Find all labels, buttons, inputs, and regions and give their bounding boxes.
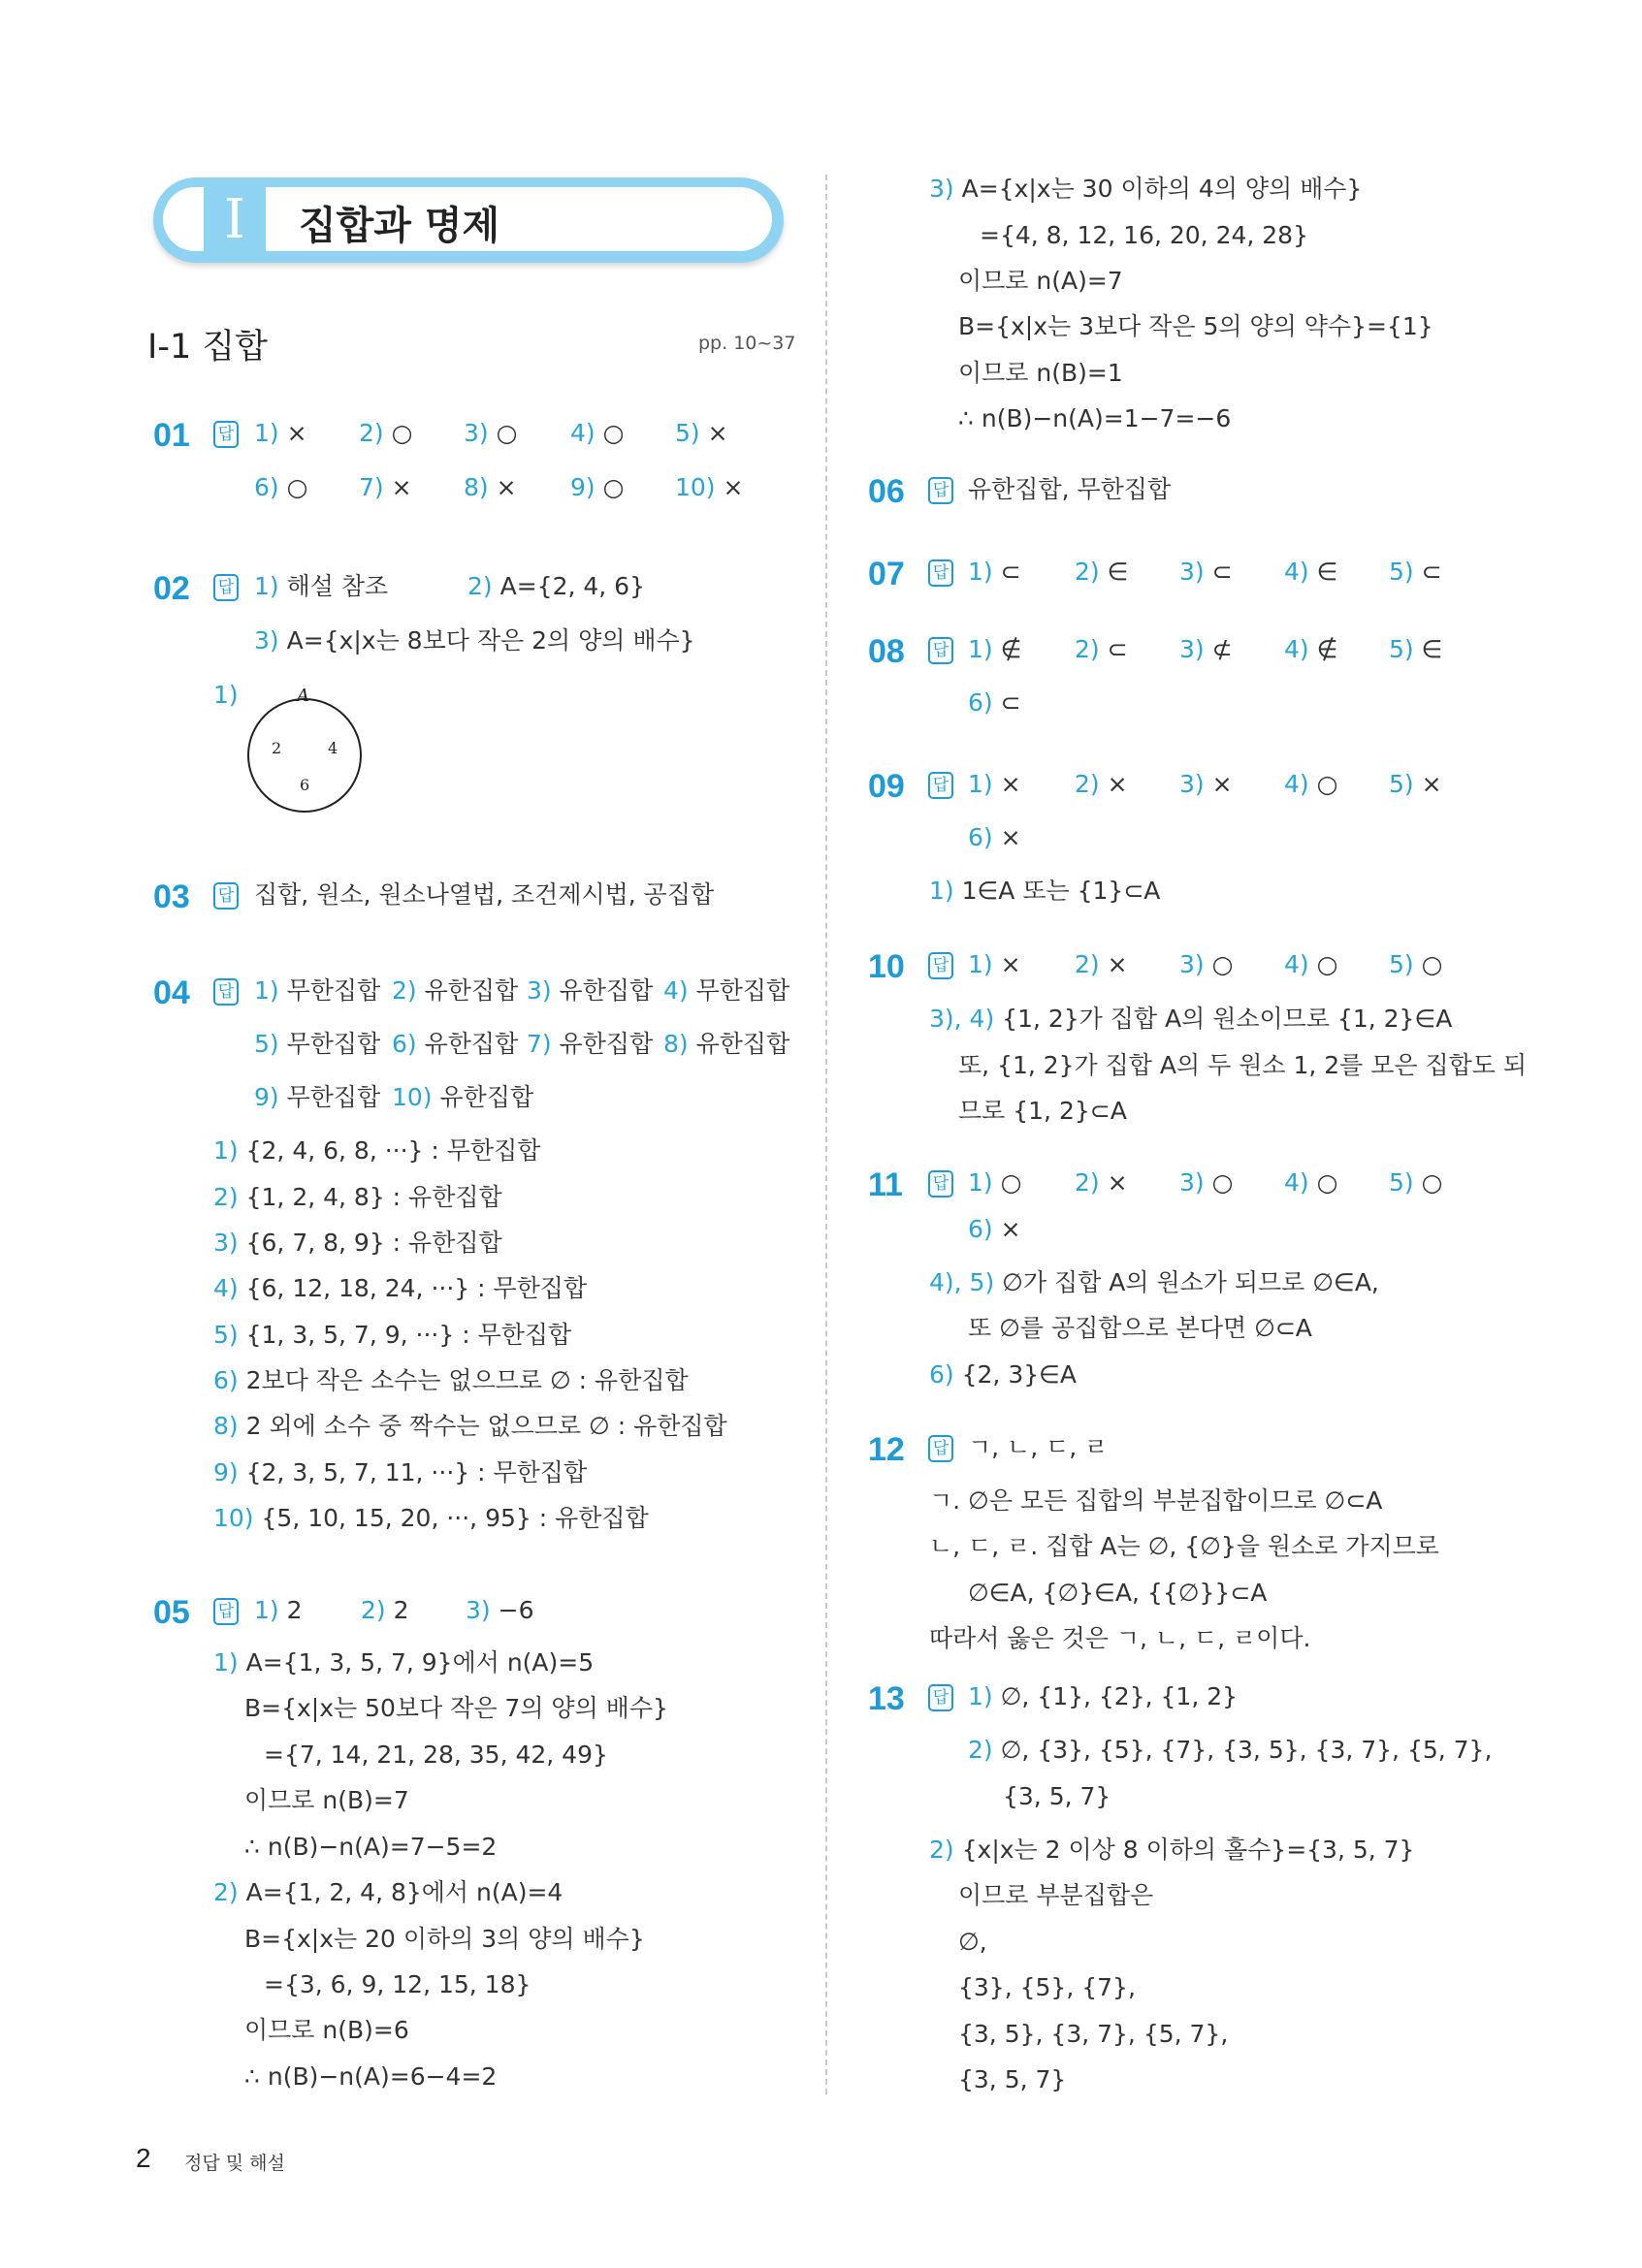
- question-number: 06: [868, 473, 905, 510]
- question-number: 08: [868, 633, 905, 670]
- explanation-line: 이므로 n(B)=7: [244, 1786, 409, 1814]
- answer-item: 6) 유한집합: [392, 1030, 519, 1058]
- answer-item: 8) ×: [464, 473, 517, 501]
- question-number: 10: [868, 948, 905, 985]
- answer-badge: 답: [928, 1170, 953, 1198]
- answer-text: ㄱ, ㄴ, ㄷ, ㄹ: [968, 1433, 1109, 1461]
- answer-item: 1) 2: [254, 1596, 303, 1624]
- answer-item: 7) ×: [359, 473, 412, 501]
- explanation-line: 4), 5) ∅가 집합 A의 원소가 되므로 ∅∈A,: [929, 1268, 1379, 1296]
- explanation-line: ={4, 8, 12, 16, 20, 24, 28}: [980, 221, 1308, 249]
- explanation-line: ∅,: [958, 1928, 987, 1956]
- answer-item: 1) ×: [254, 419, 307, 447]
- question-number: 11: [868, 1166, 903, 1203]
- footer-label: 정답 및 해설: [184, 2153, 285, 2174]
- page-number: 2: [136, 2143, 151, 2173]
- answer-item: 10) ×: [675, 473, 744, 501]
- question-number: 13: [868, 1680, 905, 1717]
- explanation-line: 6) {2, 3}∈A: [929, 1360, 1078, 1389]
- explanation-line: B={x|x는 3보다 작은 5의 양의 약수}={1}: [958, 312, 1433, 340]
- answer-item: 6) ○: [254, 473, 308, 501]
- answer-item: 3) 유한집합: [527, 976, 654, 1005]
- answer-item: 1) ⊂: [968, 558, 1021, 586]
- answer-item: 5) ⊂: [1389, 558, 1442, 586]
- diagram-label: 1): [213, 681, 239, 709]
- answer-item: 5) ∈: [1389, 635, 1443, 663]
- explanation-line: 1) 1∈A 또는 {1}⊂A: [929, 877, 1161, 905]
- explanation-line: 9) {2, 3, 5, 7, 11, ···} : 무한집합: [213, 1458, 588, 1486]
- answer-item: 6) ⊂: [968, 688, 1021, 717]
- answer-item: 9) ○: [570, 473, 625, 501]
- answer-item: 1) ×: [968, 950, 1021, 978]
- answer-badge: 답: [213, 978, 239, 1006]
- section-title: Ⅰ-1 집합: [147, 328, 268, 367]
- answer-item: 3) ⊄: [1179, 635, 1233, 663]
- answer-badge: 답: [928, 1435, 953, 1462]
- explanation-line: 5) {1, 3, 5, 7, 9, ···} : 무한집합: [213, 1321, 572, 1349]
- column-divider: [825, 175, 827, 2094]
- question-number: 07: [868, 556, 905, 592]
- venn-element: 4: [328, 739, 338, 757]
- explanation-line: 이므로 n(B)=1: [958, 359, 1123, 387]
- explanation-line: 8) 2 외에 소수 중 짝수는 없으므로 ∅ : 유한집합: [213, 1412, 727, 1440]
- answer-item: 3) −6: [466, 1596, 534, 1624]
- explanation-line: B={x|x는 50보다 작은 7의 양의 배수}: [244, 1694, 668, 1722]
- question-number: 03: [153, 878, 190, 915]
- answer-item: 4) ○: [570, 419, 625, 447]
- answer-item: 8) 유한집합: [663, 1030, 790, 1058]
- explanation-line: 1) A={1, 3, 5, 7, 9}에서 n(A)=5: [213, 1648, 595, 1677]
- answer-item: 9) 무한집합: [254, 1083, 381, 1111]
- answer-item: 4) ∈: [1284, 558, 1338, 586]
- explanation-line: 1) {2, 4, 6, 8, ···} : 무한집합: [213, 1136, 541, 1165]
- explanation-line: 이므로 n(B)=6: [244, 2016, 409, 2044]
- answer-badge: 답: [928, 637, 953, 664]
- explanation-line: ㄱ. ∅은 모든 집합의 부분집합이므로 ∅⊂A: [929, 1486, 1383, 1515]
- explanation-line: B={x|x는 20 이하의 3의 양의 배수}: [244, 1925, 645, 1953]
- answer-item: 5) ×: [675, 419, 728, 447]
- answer-badge: 답: [213, 1598, 239, 1625]
- answer-item: 2) 유한집합: [392, 976, 519, 1005]
- answer-badge: 답: [928, 1684, 953, 1711]
- question-number: 01: [153, 417, 190, 454]
- answer-item: 2) ×: [1075, 770, 1128, 798]
- explanation-line: 3), 4) {1, 2}가 집합 A의 원소이므로 {1, 2}∈A: [929, 1005, 1453, 1033]
- answer-item: 2) ×: [1075, 950, 1128, 978]
- answer-item: 3) ⊂: [1179, 558, 1233, 586]
- answer-item: 1) ×: [968, 770, 1021, 798]
- venn-diagram: [242, 684, 369, 819]
- answer-item: 3) ×: [1179, 770, 1233, 798]
- explanation-line: 또, {1, 2}가 집합 A의 두 원소 1, 2를 모은 집합도 되: [958, 1051, 1528, 1079]
- answer-item: 4) ∉: [1284, 635, 1338, 663]
- explanation-line: 2) A={1, 2, 4, 8}에서 n(A)=4: [213, 1878, 563, 1906]
- explanation-line: {3, 5}, {3, 7}, {5, 7},: [958, 2020, 1229, 2048]
- answer-item: 2) ○: [359, 419, 413, 447]
- explanation-line: ∴ n(B)−n(A)=7−5=2: [244, 1833, 498, 1861]
- explanation-line: 3) {6, 7, 8, 9} : 유한집합: [213, 1229, 502, 1257]
- answer-badge: 답: [213, 421, 239, 448]
- explanation-line: 또 ∅를 공집합으로 본다면 ∅⊂A: [968, 1314, 1312, 1342]
- question-number: 02: [153, 570, 190, 607]
- answer-item: 10) 유한집합: [392, 1083, 534, 1111]
- answer-item: 3) ○: [1179, 1168, 1234, 1197]
- explanation-line: 4) {6, 12, 18, 24, ···} : 무한집합: [213, 1274, 588, 1302]
- answer-item: 5) ○: [1389, 950, 1443, 978]
- venn-element: 6: [300, 776, 310, 794]
- answer-item: 1) ○: [968, 1168, 1022, 1197]
- answer-item: 5) ○: [1389, 1168, 1443, 1197]
- question-number: 12: [868, 1431, 905, 1468]
- explanation-line: 므로 {1, 2}⊂A: [958, 1097, 1127, 1125]
- explanation-line: 6) 2보다 작은 소수는 없으므로 ∅ : 유한집합: [213, 1366, 689, 1394]
- answer-item: 5) ×: [1389, 770, 1442, 798]
- chapter-banner: [153, 177, 784, 263]
- explanation-line: {3, 5, 7}: [958, 2065, 1067, 2093]
- answer-item: 2) ∅, {3}, {5}, {7}, {3, 5}, {3, 7}, {5, 7},: [968, 1736, 1493, 1764]
- explanation-line: {3}, {5}, {7},: [958, 1973, 1136, 2001]
- explanation-line: 2) {x|x는 2 이상 8 이하의 홀수}={3, 5, 7}: [929, 1836, 1415, 1864]
- answer-item: 3) A={x|x는 8보다 작은 2의 양의 배수}: [254, 626, 695, 655]
- answer-badge: 답: [928, 952, 953, 979]
- answer-badge: 답: [928, 559, 953, 587]
- explanation-line: ={7, 14, 21, 28, 35, 42, 49}: [264, 1741, 608, 1769]
- answer-badge: 답: [928, 772, 953, 799]
- answer-badge: 답: [213, 882, 239, 910]
- answer-badge: 답: [928, 477, 953, 504]
- explanation-line: ={3, 6, 9, 12, 15, 18}: [264, 1970, 531, 1998]
- explanation-line: ∴ n(B)−n(A)=1−7=−6: [958, 404, 1232, 432]
- answer-item: 1) ∉: [968, 635, 1022, 663]
- answer-item: 2) ⊂: [1075, 635, 1128, 663]
- answer-item: 6) ×: [968, 823, 1021, 851]
- question-number: 05: [153, 1594, 190, 1631]
- explanation-line: ∴ n(B)−n(A)=6−4=2: [244, 2062, 498, 2091]
- section-pages: pp. 10~37: [698, 333, 796, 354]
- answer-item: {3, 5, 7}: [1003, 1782, 1111, 1810]
- explanation-line: 따라서 옳은 것은 ㄱ, ㄴ, ㄷ, ㄹ이다.: [929, 1624, 1311, 1652]
- explanation-line: 10) {5, 10, 15, 20, ···, 95} : 유한집합: [213, 1504, 649, 1532]
- answer-item: 5) 무한집합: [254, 1030, 381, 1058]
- answer-item: 4) ○: [1284, 770, 1338, 798]
- explanation-line: 이므로 n(A)=7: [958, 267, 1123, 295]
- answer-item: 6) ×: [968, 1215, 1021, 1243]
- question-number: 09: [868, 768, 905, 805]
- venn-set-label: A: [297, 686, 309, 706]
- explanation-line: 2) {1, 2, 4, 8} : 유한집합: [213, 1183, 502, 1211]
- explanation-line: ∅∈A, {∅}∈A, {{∅}}⊂A: [968, 1579, 1268, 1607]
- answer-item: 2) A={2, 4, 6}: [467, 572, 645, 600]
- answer-item: 2) ×: [1075, 1168, 1128, 1197]
- venn-element: 2: [272, 739, 282, 757]
- answer-item: 4) 무한집합: [663, 976, 790, 1005]
- answer-badge: 답: [213, 574, 239, 601]
- answer-item: 3) ○: [1179, 950, 1234, 978]
- answer-item: 2) 2: [361, 1596, 409, 1624]
- venn-circle: [248, 699, 361, 812]
- answer-item: 4) ○: [1284, 950, 1338, 978]
- question-number: 04: [153, 974, 190, 1011]
- answer-item: 4) ○: [1284, 1168, 1338, 1197]
- chapter-number-box: [204, 185, 266, 255]
- answer-item: 3) ○: [464, 419, 518, 447]
- answer-item: 1) 해설 참조: [254, 572, 389, 600]
- explanation-line: 3) A={x|x는 30 이하의 4의 양의 배수}: [929, 175, 1363, 203]
- answer-item: 2) ∈: [1075, 558, 1129, 586]
- chapter-title: 집합과 명제: [299, 204, 500, 248]
- answer-text: 집합, 원소, 원소나열법, 조건제시법, 공집합: [254, 880, 715, 909]
- answer-item: 7) 유한집합: [527, 1030, 654, 1058]
- answer-text: 유한집합, 무한집합: [968, 475, 1172, 503]
- explanation-line: 이므로 부분집합은: [958, 1881, 1154, 1909]
- chapter-numeral: I: [223, 188, 246, 251]
- explanation-line: ㄴ, ㄷ, ㄹ. 집합 A는 ∅, {∅}을 원소로 가지므로: [929, 1532, 1439, 1560]
- answer-item: 1) ∅, {1}, {2}, {1, 2}: [968, 1682, 1239, 1710]
- answer-item: 1) 무한집합: [254, 976, 381, 1005]
